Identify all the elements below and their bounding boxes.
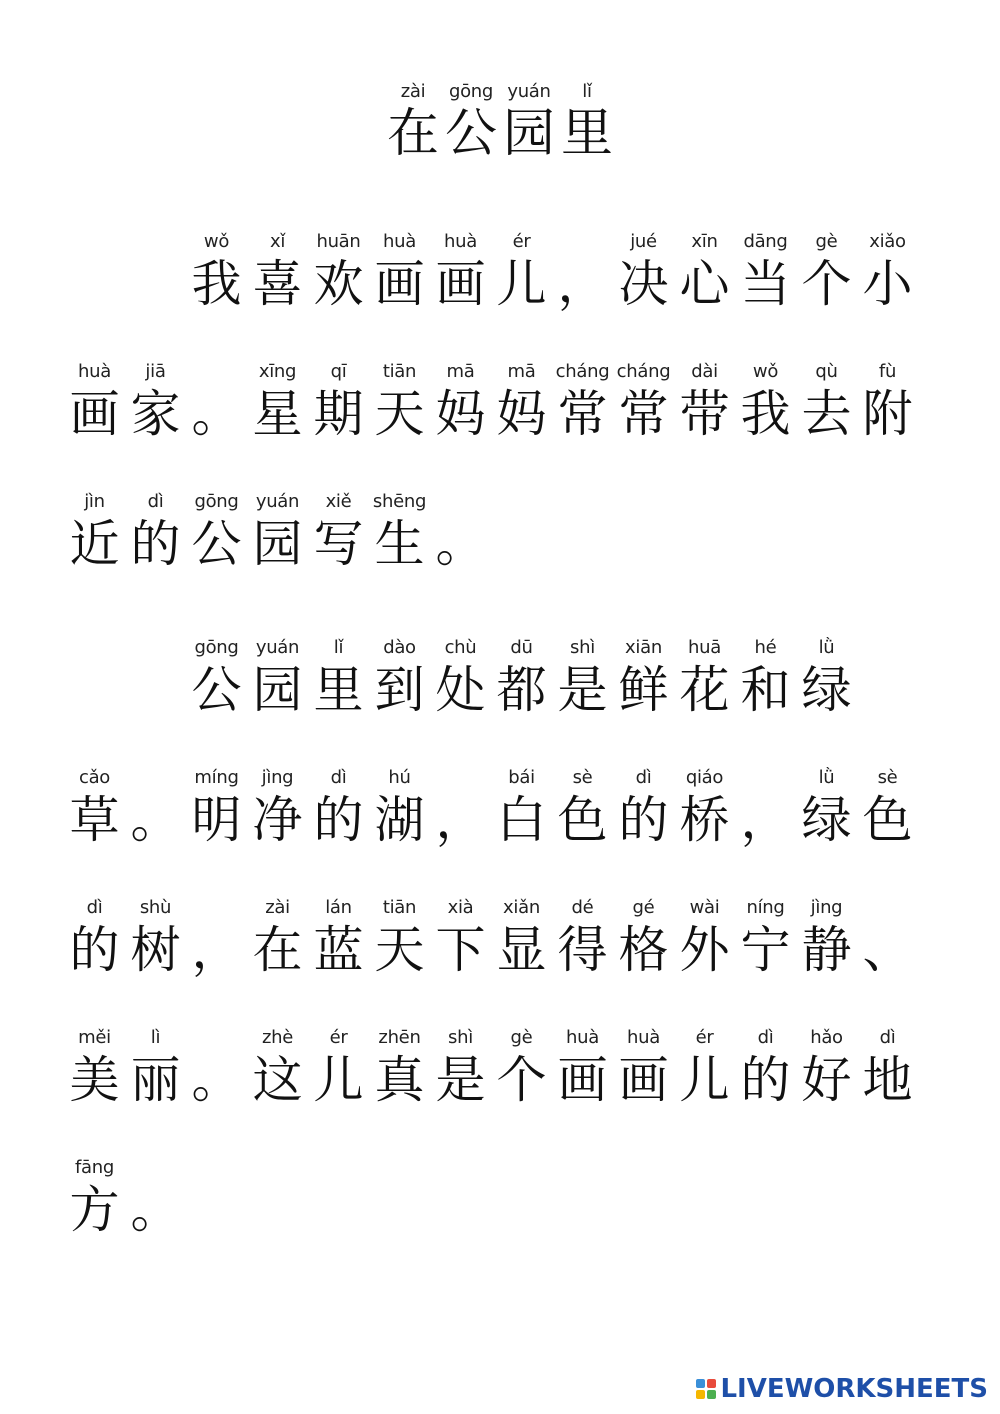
hanzi-with-pinyin [430,1026,491,1110]
pinyin: shì [448,1027,473,1048]
hanzi-with-pinyin [384,80,442,164]
hanzi-with-pinyin [491,360,552,444]
pinyin: fù [878,361,897,382]
hanzi-with-pinyin [247,1026,308,1110]
hanzi: 画 [435,255,486,313]
hanzi: 园 [252,661,303,719]
text-line [64,636,857,720]
logo-square [696,1390,705,1399]
hanzi-with-pinyin [857,360,918,444]
hanzi: 美 [69,1051,120,1109]
hanzi-with-pinyin [308,360,369,444]
hanzi: 妈 [496,385,547,443]
hanzi-with-pinyin [430,896,491,980]
pinyin: dì [330,767,347,788]
pinyin: zhè [261,1027,294,1048]
pinyin: huān [316,231,361,252]
pinyin: hú [388,767,411,788]
pinyin: mā [446,361,475,382]
pinyin: yuán [255,491,300,512]
hanzi: 在 [252,921,303,979]
pinyin: dāng [743,231,788,252]
pinyin: jìng [261,767,294,788]
hanzi-with-pinyin [125,896,186,980]
punctuation-mark [857,896,918,980]
hanzi-with-pinyin [796,766,857,850]
hanzi-with-pinyin [735,896,796,980]
hanzi: 下 [435,921,486,979]
hanzi-with-pinyin [613,230,674,314]
punctuation-mark [186,360,247,444]
hanzi-with-pinyin [369,1026,430,1110]
hanzi: 绿 [801,791,852,849]
pinyin: dū [510,637,533,658]
hanzi: 画 [69,385,120,443]
hanzi: 绿 [801,661,852,719]
hanzi: 喜 [252,255,303,313]
hanzi-with-pinyin [735,360,796,444]
hanzi: 欢 [313,255,364,313]
pinyin: xīn [691,231,718,252]
pinyin: gōng [194,491,239,512]
pinyin: xià [447,897,474,918]
pinyin: shù [139,897,172,918]
punctuation-mark [186,896,247,980]
hanzi-with-pinyin [64,1026,125,1110]
hanzi: 常 [618,385,669,443]
hanzi-with-pinyin [613,360,674,444]
hanzi: 常 [557,385,608,443]
hanzi: 附 [862,385,913,443]
hanzi: 儿 [679,1051,730,1109]
hanzi-with-pinyin [558,80,616,164]
hanzi: 小 [862,255,913,313]
punctuation: ， [740,791,791,849]
hanzi: 草 [69,791,120,849]
pinyin: jiā [145,361,166,382]
pinyin: dé [571,897,594,918]
hanzi-with-pinyin [796,636,857,720]
pinyin: dì [757,1027,774,1048]
hanzi-with-pinyin [796,360,857,444]
hanzi: 期 [313,385,364,443]
hanzi-with-pinyin [491,1026,552,1110]
hanzi: 白 [496,791,547,849]
pinyin: xǐ [269,231,286,252]
hanzi: 显 [496,921,547,979]
pinyin: bái [508,767,535,788]
hanzi: 儿 [496,255,547,313]
hanzi-with-pinyin [308,1026,369,1110]
pinyin: ér [695,1027,714,1048]
pinyin: lǜ [818,767,835,788]
hanzi: 个 [801,255,852,313]
text-line [64,766,918,850]
pinyin: huà [444,231,477,252]
punctuation-mark [186,1026,247,1110]
pinyin: cǎo [78,767,111,788]
hanzi-with-pinyin [308,490,369,574]
hanzi: 星 [252,385,303,443]
hanzi: 地 [862,1051,913,1109]
hanzi-with-pinyin [64,360,125,444]
text-line [64,360,918,444]
hanzi-with-pinyin [552,360,613,444]
text-line [64,896,918,980]
hanzi-with-pinyin [125,360,186,444]
pinyin: níng [746,897,785,918]
pinyin: qù [815,361,838,382]
hanzi: 的 [313,791,364,849]
pinyin: wài [689,897,720,918]
pinyin: chù [444,637,477,658]
hanzi: 里 [313,661,364,719]
hanzi-with-pinyin [674,360,735,444]
hanzi: 格 [618,921,669,979]
hanzi: 外 [679,921,730,979]
hanzi: 得 [557,921,608,979]
punctuation: ， [191,921,242,979]
hanzi: 公 [191,515,242,573]
hanzi: 净 [252,791,303,849]
hanzi-with-pinyin [674,636,735,720]
hanzi: 心 [679,255,730,313]
text-line [64,490,491,574]
punctuation: 。 [130,791,181,849]
pinyin: lán [325,897,352,918]
hanzi: 天 [374,385,425,443]
hanzi: 这 [252,1051,303,1109]
pinyin: ér [512,231,531,252]
hanzi: 真 [374,1051,425,1109]
punctuation-mark [735,766,796,850]
hanzi-with-pinyin [64,766,125,850]
hanzi-with-pinyin [613,766,674,850]
pinyin: lǐ [333,637,344,658]
pinyin: lì [150,1027,161,1048]
hanzi: 明 [191,791,242,849]
punctuation: 。 [191,1051,242,1109]
hanzi-with-pinyin [369,896,430,980]
hanzi-with-pinyin [552,636,613,720]
hanzi: 里 [560,104,613,164]
hanzi-with-pinyin [369,230,430,314]
hanzi-with-pinyin [674,1026,735,1110]
hanzi: 是 [435,1051,486,1109]
pinyin: qiáo [685,767,724,788]
hanzi-with-pinyin [247,636,308,720]
pinyin: měi [78,1027,111,1048]
logo-icon [696,1379,716,1399]
hanzi: 宁 [740,921,791,979]
hanzi: 方 [69,1181,120,1239]
punctuation: 。 [130,1181,181,1239]
hanzi: 鲜 [618,661,669,719]
hanzi-with-pinyin [491,766,552,850]
pinyin: sè [877,767,898,788]
hanzi-with-pinyin [430,230,491,314]
pinyin: zhēn [378,1027,421,1048]
hanzi-with-pinyin [186,490,247,574]
punctuation: 、 [862,921,913,979]
pinyin: tiān [382,897,417,918]
hanzi: 公 [444,104,497,164]
hanzi: 带 [679,385,730,443]
hanzi: 的 [740,1051,791,1109]
hanzi: 好 [801,1051,852,1109]
pinyin: jìn [84,491,105,512]
pinyin: xiān [625,637,662,658]
pinyin: zài [265,897,290,918]
hanzi: 和 [740,661,791,719]
pinyin: xiě [325,491,352,512]
hanzi-with-pinyin [552,896,613,980]
hanzi-with-pinyin [308,766,369,850]
hanzi: 个 [496,1051,547,1109]
logo-text: LIVEWORKSHEETS [720,1374,988,1404]
text-line [64,230,918,314]
hanzi: 妈 [435,385,486,443]
pinyin: dì [635,767,652,788]
pinyin: huà [627,1027,660,1048]
hanzi: 的 [130,515,181,573]
pinyin: dào [383,637,416,658]
hanzi: 公 [191,661,242,719]
hanzi-with-pinyin [674,896,735,980]
hanzi-with-pinyin [552,1026,613,1110]
hanzi-with-pinyin [430,360,491,444]
pinyin: gōng [194,637,239,658]
pinyin: xiǎn [503,897,540,918]
hanzi-with-pinyin [735,636,796,720]
hanzi-with-pinyin [125,1026,186,1110]
hanzi-with-pinyin [796,1026,857,1110]
hanzi: 的 [618,791,669,849]
hanzi-with-pinyin [186,230,247,314]
hanzi-with-pinyin [613,1026,674,1110]
pinyin: huà [566,1027,599,1048]
hanzi-with-pinyin [857,230,918,314]
pinyin: sè [572,767,593,788]
hanzi: 家 [130,385,181,443]
pinyin: míng [194,767,239,788]
pinyin: xiǎo [869,231,906,252]
hanzi-with-pinyin [674,766,735,850]
hanzi-with-pinyin [491,230,552,314]
hanzi: 我 [191,255,242,313]
hanzi-with-pinyin [442,80,500,164]
hanzi-with-pinyin [491,636,552,720]
hanzi: 都 [496,661,547,719]
hanzi: 是 [557,661,608,719]
pinyin: lǐ [582,81,592,102]
pinyin: wǒ [203,231,230,252]
page-title [0,80,1000,164]
pinyin: yuán [507,81,551,102]
hanzi-with-pinyin [186,766,247,850]
pinyin: dì [147,491,164,512]
punctuation: ， [435,791,486,849]
pinyin: wǒ [752,361,779,382]
hanzi-with-pinyin [735,230,796,314]
hanzi: 处 [435,661,486,719]
hanzi: 色 [557,791,608,849]
pinyin: shēng [372,491,427,512]
hanzi: 去 [801,385,852,443]
hanzi-with-pinyin [491,896,552,980]
hanzi: 静 [801,921,852,979]
hanzi: 花 [679,661,730,719]
pinyin: huà [78,361,111,382]
hanzi-with-pinyin [796,230,857,314]
pinyin: xīng [258,361,297,382]
pinyin: cháng [616,361,671,382]
liveworksheets-logo [696,1374,988,1404]
hanzi-with-pinyin [857,766,918,850]
punctuation: 。 [191,385,242,443]
hanzi: 色 [862,791,913,849]
pinyin: qī [330,361,347,382]
hanzi: 在 [386,104,439,164]
hanzi-with-pinyin [613,636,674,720]
hanzi-with-pinyin [796,896,857,980]
pinyin: dì [86,897,103,918]
pinyin: hǎo [810,1027,843,1048]
hanzi-with-pinyin [552,766,613,850]
logo-square [707,1390,716,1399]
hanzi: 我 [740,385,791,443]
hanzi: 近 [69,515,120,573]
pinyin: huā [688,637,721,658]
hanzi: 湖 [374,791,425,849]
pinyin: cháng [555,361,610,382]
hanzi: 的 [69,921,120,979]
hanzi: 桥 [679,791,730,849]
punctuation-mark [125,766,186,850]
hanzi: 决 [618,255,669,313]
hanzi: 天 [374,921,425,979]
hanzi: 到 [374,661,425,719]
hanzi: 儿 [313,1051,364,1109]
hanzi: 园 [252,515,303,573]
hanzi: 画 [557,1051,608,1109]
hanzi-with-pinyin [369,766,430,850]
pinyin: hé [754,637,777,658]
hanzi: 写 [313,515,364,573]
pinyin: lǜ [818,637,835,658]
hanzi-with-pinyin [64,490,125,574]
hanzi-with-pinyin [186,636,247,720]
pinyin: yuán [255,637,300,658]
pinyin: jìng [810,897,843,918]
pinyin: tiān [382,361,417,382]
punctuation-mark [430,766,491,850]
hanzi-with-pinyin [247,230,308,314]
hanzi: 生 [374,515,425,573]
pinyin: gé [632,897,655,918]
pinyin: fāng [74,1157,114,1178]
hanzi-with-pinyin [308,896,369,980]
hanzi-with-pinyin [64,896,125,980]
hanzi: 蓝 [313,921,364,979]
hanzi-with-pinyin [308,230,369,314]
punctuation-mark [125,1156,186,1240]
pinyin: dài [691,361,718,382]
hanzi: 树 [130,921,181,979]
hanzi: 画 [618,1051,669,1109]
pinyin: gè [815,231,838,252]
punctuation-mark [552,230,613,314]
pinyin: mā [507,361,536,382]
hanzi: 画 [374,255,425,313]
hanzi: 园 [502,104,555,164]
hanzi-with-pinyin [500,80,558,164]
hanzi-with-pinyin [613,896,674,980]
punctuation: ， [557,255,608,313]
text-line [64,1156,186,1240]
pinyin: ér [329,1027,348,1048]
hanzi-with-pinyin [735,1026,796,1110]
pinyin: gè [510,1027,533,1048]
pinyin: shì [570,637,595,658]
logo-square [696,1379,705,1388]
pinyin: dì [879,1027,896,1048]
hanzi-with-pinyin [674,230,735,314]
hanzi-with-pinyin [369,636,430,720]
punctuation: 。 [435,515,486,573]
hanzi-with-pinyin [247,766,308,850]
hanzi-with-pinyin [247,490,308,574]
pinyin: zài [400,81,426,102]
text-line [64,1026,918,1110]
hanzi: 丽 [130,1051,181,1109]
hanzi-with-pinyin [369,360,430,444]
hanzi-with-pinyin [247,896,308,980]
punctuation-mark [430,490,491,574]
hanzi-with-pinyin [247,360,308,444]
hanzi-with-pinyin [64,1156,125,1240]
pinyin: jué [630,231,657,252]
hanzi: 当 [740,255,791,313]
hanzi-with-pinyin [857,1026,918,1110]
logo-square [707,1379,716,1388]
hanzi-with-pinyin [369,490,430,574]
pinyin: huà [383,231,416,252]
hanzi-with-pinyin [308,636,369,720]
hanzi-with-pinyin [430,636,491,720]
hanzi-with-pinyin [125,490,186,574]
pinyin: gōng [448,81,494,102]
